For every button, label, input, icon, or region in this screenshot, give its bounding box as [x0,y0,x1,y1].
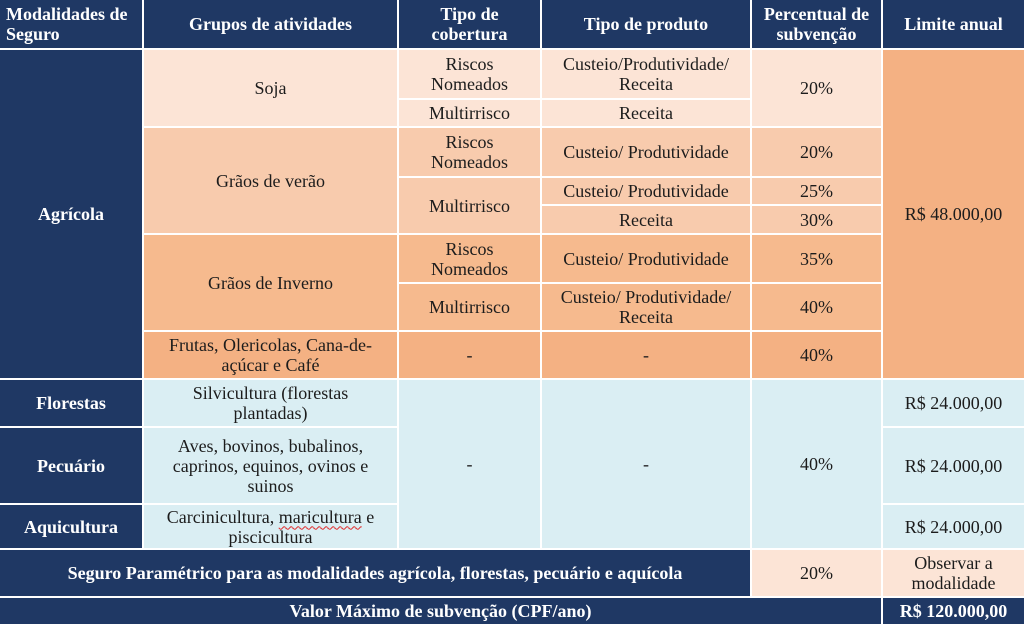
cobertura-cell: Riscos Nomeados [399,128,540,176]
produto-cell: - [542,332,750,378]
grupo-aquicultura [144,505,397,548]
percentual-cell: 20% [752,50,881,126]
header-produto: Tipo de produto [542,0,750,48]
limite-florestas: R$ 24.000,00 [883,380,1024,426]
grupo-frutas: Frutas, Olericolas, Cana-de-açúcar e Café [144,332,397,378]
text-part: e piscicultura [228,506,375,547]
produto-cell: Custeio/ Produtividade/ Receita [542,284,750,330]
modalidade-florestas: Florestas [0,380,142,426]
grupo-graos-verao: Grãos de verão [144,128,397,233]
percentual-cell: 40% [752,284,881,330]
percentual-cell: 40% [752,332,881,378]
modalidade-pecuario: Pecuário [0,428,142,503]
header-limite: Limite anual [883,0,1024,48]
produto-cell: - [542,380,750,548]
cobertura-cell: Riscos Nomeados [399,235,540,282]
produto-cell: Receita [542,100,750,126]
grupo-silvicultura: Silvicultura (florestas plantadas) [144,380,397,426]
modalidade-agricola: Agrícola [0,50,142,378]
total-limite: R$ 120.000,00 [883,598,1024,624]
cobertura-cell: - [399,380,540,548]
limite-pecuario: R$ 24.000,00 [883,428,1024,503]
produto-cell: Custeio/ Produtividade [542,235,750,282]
produto-cell: Custeio/ Produtividade [542,178,750,204]
cobertura-cell: Multirrisco [399,100,540,126]
produto-cell: Custeio/ Produtividade [542,128,750,176]
percentual-cell: 20% [752,128,881,176]
limite-agricola: R$ 48.000,00 [883,50,1024,378]
parametrico-percentual: 20% [752,550,881,596]
grupo-soja: Soja [144,50,397,126]
limite-aquicultura: R$ 24.000,00 [883,505,1024,548]
parametrico-descricao: Seguro Paramétrico para as modalidades agrícola, florestas, pecuário e aquícola [0,550,750,596]
text-part: Carcinicultura, [166,506,279,527]
percentual-cell: 40% [752,380,881,548]
cobertura-cell: Riscos Nomeados [399,50,540,98]
produto-cell: Receita [542,206,750,233]
percentual-cell: 25% [752,178,881,204]
percentual-cell: 35% [752,235,881,282]
percentual-cell: 30% [752,206,881,233]
grupo-aquicultura-text [158,507,383,547]
total-descricao: Valor Máximo de subvenção (CPF/ano) [0,598,881,624]
cobertura-cell: - [399,332,540,378]
modalidade-aquicultura: Aquicultura [0,505,142,548]
produto-cell: Custeio/Produtividade/ Receita [542,50,750,98]
cobertura-cell: Multirrisco [399,284,540,330]
header-modalidades: Modalidades de Seguro [0,0,142,48]
header-cobertura: Tipo de cobertura [399,0,540,48]
header-percentual: Percentual de subvenção [752,0,881,48]
cobertura-cell: Multirrisco [399,178,540,233]
parametrico-limite: Observar a modalidade [883,550,1024,596]
grupo-graos-inverno: Grãos de Inverno [144,235,397,330]
header-grupos: Grupos de atividades [144,0,397,48]
spellcheck-flagged-word: maricultura [278,506,362,527]
grupo-pecuaria: Aves, bovinos, bubalinos, caprinos, equinos, ovinos e suinos [144,428,397,503]
